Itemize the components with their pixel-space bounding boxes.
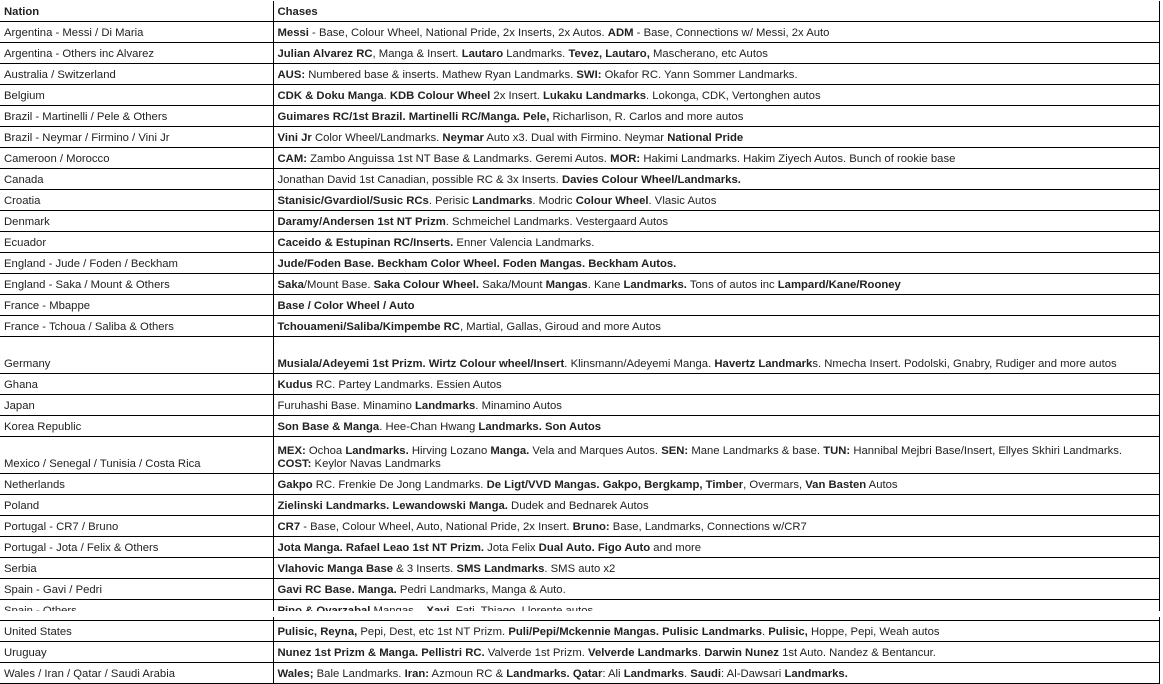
- nation-cell[interactable]: [0, 600, 273, 621]
- bold-text-segment: Havertz Landmark: [714, 358, 813, 370]
- table-row: [0, 579, 1159, 600]
- chases-cell[interactable]: [273, 374, 1159, 395]
- table-row: [0, 474, 1159, 495]
- text-segment: , Overmars,: [743, 479, 806, 491]
- bold-text-segment: COST:: [277, 458, 312, 470]
- bold-text-segment: Julian Alvarez RC: [277, 48, 373, 60]
- bold-text-segment: Saudi: [690, 668, 722, 680]
- bold-text-segment: CDK & Doku Manga: [277, 90, 384, 102]
- text-segment: Base, Landmarks, Connections w/CR7: [609, 521, 807, 533]
- text-segment: , Manga & Insert.: [372, 48, 462, 60]
- table-row: [0, 211, 1159, 232]
- chases-cell[interactable]: [273, 253, 1159, 274]
- bold-text-segment: Darwin Nunez: [704, 647, 779, 659]
- chases-cell[interactable]: [273, 495, 1159, 516]
- table-row: [0, 437, 1159, 474]
- table-row: [0, 316, 1159, 337]
- text-segment: & 3 Inserts.: [393, 563, 457, 575]
- bold-text-segment: Guimares RC/1st Brazil. Martinelli RC/Manga. Pele,: [277, 111, 550, 123]
- chases-cell[interactable]: [273, 295, 1159, 316]
- bold-text-segment: Pulisic,: [768, 626, 808, 638]
- bold-text-segment: Neymar: [442, 132, 484, 144]
- chases-cell[interactable]: [273, 43, 1159, 64]
- table-row: [0, 43, 1159, 64]
- chases-cell[interactable]: [273, 558, 1159, 579]
- table-row: [0, 148, 1159, 169]
- bold-text-segment: CAM:: [277, 153, 307, 165]
- bold-text-segment: Dual Auto. Figo Auto: [538, 542, 651, 554]
- bold-text-segment: Gavi RC Base. Manga.: [277, 584, 397, 596]
- nation-cell[interactable]: Ghana: [0, 374, 273, 395]
- text-segment: Enner Valencia Landmarks.: [453, 237, 595, 249]
- table-row: [0, 295, 1159, 316]
- text-segment: RC.: [312, 379, 339, 391]
- bold-text-segment: Musiala/Adeyemi 1st Prizm. Wirtz Colour wheel/Insert: [277, 358, 565, 370]
- bold-text-segment: Pulisic, Reyna,: [277, 626, 358, 638]
- nation-cell[interactable]: Japan: [0, 395, 273, 416]
- chases-cell[interactable]: [273, 169, 1159, 190]
- chases-cell[interactable]: [273, 127, 1159, 148]
- nation-cell[interactable]: Australia / Switzerland: [0, 64, 273, 85]
- table-row: [0, 621, 1159, 642]
- bold-text-segment: Son Base & Manga: [277, 421, 380, 433]
- table-row: [0, 64, 1159, 85]
- text-segment: Partey Landmarks. Essien Autos: [338, 379, 502, 391]
- empty-sheet-area: [0, 611, 1163, 617]
- table-row: [0, 337, 1159, 374]
- text-segment: .: [683, 668, 691, 680]
- text-segment: , Martial, Gallas, Giroud and more Autos: [459, 321, 661, 333]
- nation-cell[interactable]: Argentina - Others inc Alvarez: [0, 43, 273, 64]
- bold-text-segment: Nunez 1st Prizm & Manga. Pellistri RC.: [277, 647, 485, 659]
- bold-text-segment: Colour Wheel: [575, 195, 649, 207]
- text-segment: Bale Landmarks.: [313, 668, 405, 680]
- nation-cell[interactable]: Croatia: [0, 190, 273, 211]
- text-segment: Keylor Navas Landmarks: [311, 458, 441, 470]
- text-segment: Mane Landmarks & base.: [688, 445, 824, 457]
- nation-cell[interactable]: Canada: [0, 169, 273, 190]
- text-segment: 2x Insert.: [490, 90, 544, 102]
- text-segment: Mascherano, etc Autos: [649, 48, 768, 60]
- text-segment: Pepi, Dest, etc 1st NT Prizm.: [357, 626, 509, 638]
- table-row: [0, 106, 1159, 127]
- chases-cell[interactable]: [273, 474, 1159, 495]
- bold-text-segment: Velverde Landmarks: [588, 647, 698, 659]
- chases-cell[interactable]: [273, 600, 1159, 621]
- table-row: [0, 22, 1159, 43]
- bold-text-segment: Landmarks: [472, 195, 533, 207]
- bold-text-segment: Landmarks: [415, 400, 476, 412]
- table-row: [0, 395, 1159, 416]
- bold-text-segment: Wales;: [277, 668, 314, 680]
- text-segment: - Base, Connections w/ Messi, 2x Auto: [633, 27, 830, 39]
- bold-text-segment: Zielinski Landmarks. Lewandowski Manga.: [277, 500, 508, 512]
- nation-cell[interactable]: Brazil - Neymar / Firmino / Vini Jr: [0, 127, 273, 148]
- text-segment: . Minamino Autos: [475, 400, 562, 412]
- bold-text-segment: Mangas: [545, 279, 588, 291]
- chases-cell[interactable]: [273, 579, 1159, 600]
- bold-text-segment: Base / Color Wheel / Auto: [277, 300, 415, 312]
- table-row: [0, 416, 1159, 437]
- chases-cell[interactable]: [273, 190, 1159, 211]
- text-segment: Ochoa: [305, 445, 346, 457]
- table-row: [0, 127, 1159, 148]
- nation-cell[interactable]: Portugal - Jota / Felix & Others: [0, 537, 273, 558]
- bold-text-segment: ADM: [607, 27, 634, 39]
- bold-text-segment: Lampard/Kane/Rooney: [777, 279, 901, 291]
- chases-cell[interactable]: [273, 437, 1159, 474]
- chases-cell[interactable]: [273, 663, 1159, 684]
- bold-text-segment: Landmarks.: [345, 445, 409, 457]
- bold-text-segment: Saka: [277, 279, 304, 291]
- chases-cell[interactable]: [273, 148, 1159, 169]
- nation-cell[interactable]: Serbia: [0, 558, 273, 579]
- chases-cell[interactable]: [273, 106, 1159, 127]
- header-nation[interactable]: Nation: [0, 1, 273, 22]
- text-segment: Richarlison, R. Carlos and more autos: [549, 111, 744, 123]
- nation-cell[interactable]: Uruguay: [0, 642, 273, 663]
- bold-text-segment: CR7: [277, 521, 301, 533]
- nation-cell[interactable]: Poland: [0, 495, 273, 516]
- bold-text-segment: Vlahovic Manga Base: [277, 563, 394, 575]
- bold-text-segment: Stanisic/Gvardiol/Susic RCs: [277, 195, 429, 207]
- text-segment: Vela and Marques Autos.: [529, 445, 662, 457]
- header-chases[interactable]: Chases: [273, 1, 1159, 22]
- bold-text-segment: SEN:: [661, 445, 689, 457]
- text-segment: Autos: [866, 479, 898, 491]
- bold-text-segment: Iran:: [404, 668, 430, 680]
- bold-text-segment: TUN:: [823, 445, 851, 457]
- chases-table: [0, 1, 1160, 684]
- text-segment: s. Nmecha Insert. Podolski, Gnabry, Rudiger and more autos: [812, 358, 1117, 370]
- bold-text-segment: Landmarks.: [623, 279, 687, 291]
- bold-text-segment: Manga.: [490, 445, 530, 457]
- nation-cell[interactable]: Germany: [0, 337, 273, 374]
- bold-text-segment: Daramy/Andersen 1st NT Prizm: [277, 216, 446, 228]
- bold-text-segment: MEX:: [277, 445, 306, 457]
- chases-cell[interactable]: [273, 64, 1159, 85]
- text-segment: Dudek and Bednarek Autos: [507, 500, 649, 512]
- text-segment: Zambo Anguissa 1st NT Base & Landmarks. Geremi Autos.: [307, 153, 611, 165]
- text-segment: . Schmeichel Landmarks. Vestergaard Autos: [445, 216, 669, 228]
- bold-text-segment: Caceido & Estupinan RC/Inserts.: [277, 237, 454, 249]
- text-segment: Valverde 1st Prizm.: [484, 647, 589, 659]
- bold-text-segment: KDB Colour Wheel: [389, 90, 491, 102]
- text-segment: Numbered base & inserts. Mathew Ryan Landmarks.: [305, 69, 577, 81]
- table-row: [0, 190, 1159, 211]
- bold-text-segment: Lukaku Landmarks: [543, 90, 646, 102]
- text-segment: . Kane: [587, 279, 624, 291]
- text-segment: . Lokonga, CDK, Vertonghen autos: [646, 90, 821, 102]
- nation-cell[interactable]: Ecuador: [0, 232, 273, 253]
- table-row: [0, 537, 1159, 558]
- chases-cell[interactable]: [273, 22, 1159, 43]
- bold-text-segment: Davies Colour Wheel/Landmarks.: [561, 174, 741, 186]
- nation-cell[interactable]: Argentina - Messi / Di Maria: [0, 22, 273, 43]
- text-segment: .: [697, 647, 705, 659]
- bold-text-segment: Tevez, Lautaro,: [568, 48, 650, 60]
- text-segment: : Al-Dawsari: [721, 668, 785, 680]
- bold-text-segment: Landmarks. Son Autos: [478, 421, 602, 433]
- text-segment: Hakimi Landmarks. Hakim Ziyech Autos. Bunch of rookie base: [640, 153, 956, 165]
- chases-cell[interactable]: [273, 274, 1159, 295]
- text-segment: Pedri Landmarks, Manga & Auto.: [396, 584, 566, 596]
- text-segment: /Mount Base.: [303, 279, 374, 291]
- text-segment: Jonathan David 1st Canadian, possible RC & 3x Inserts.: [277, 174, 562, 186]
- text-segment: Hirving Lozano: [408, 445, 491, 457]
- text-segment: - Base, Colour Wheel, National Pride, 2x Inserts, 2x Autos.: [308, 27, 608, 39]
- bold-text-segment: Van Basten: [805, 479, 867, 491]
- nation-cell[interactable]: Denmark: [0, 211, 273, 232]
- nation-cell[interactable]: Wales / Iran / Qatar / Saudi Arabia: [0, 663, 273, 684]
- nation-cell[interactable]: Mexico / Senegal / Tunisia / Costa Rica: [0, 437, 273, 474]
- bold-text-segment: Gakpo: [277, 479, 313, 491]
- bold-text-segment: Landmarks.: [784, 668, 848, 680]
- table-row: [0, 663, 1159, 684]
- text-segment: . Modric: [532, 195, 576, 207]
- text-segment: Azmoun RC &: [429, 668, 507, 680]
- bold-text-segment: National Pride: [667, 132, 744, 144]
- nation-cell[interactable]: France - Mbappe: [0, 295, 273, 316]
- bold-text-segment: AUS:: [277, 69, 306, 81]
- bold-text-segment: Messi: [277, 27, 309, 39]
- chases-cell[interactable]: [273, 642, 1159, 663]
- table-row: [0, 232, 1159, 253]
- nation-cell[interactable]: France - Tchoua / Saliba & Others: [0, 316, 273, 337]
- chases-cell[interactable]: [273, 621, 1159, 642]
- chases-cell[interactable]: [273, 395, 1159, 416]
- nation-cell[interactable]: Spain - Gavi / Pedri: [0, 579, 273, 600]
- text-segment: and more: [650, 542, 702, 554]
- bold-text-segment: Puli/Pepi/Mckennie Mangas. Pulisic Landmarks: [508, 626, 762, 638]
- text-segment: . Hee-Chan Hwang: [379, 421, 479, 433]
- nation-cell[interactable]: Brazil - Martinelli / Pele & Others: [0, 106, 273, 127]
- text-segment: Hoppe, Pepi, Weah autos: [807, 626, 940, 638]
- text-segment: Jota Felix: [484, 542, 539, 554]
- table-row: [0, 374, 1159, 395]
- text-segment: Color Wheel/Landmarks.: [311, 132, 443, 144]
- table-row: [0, 253, 1159, 274]
- nation-cell[interactable]: Cameroon / Morocco: [0, 148, 273, 169]
- nation-cell[interactable]: England - Jude / Foden / Beckham: [0, 253, 273, 274]
- text-segment: Furuhashi Base. Minamino: [277, 400, 416, 412]
- text-segment: Hannibal Mejbri Base/Insert, Ellyes Skhiri Landmarks.: [850, 445, 1123, 457]
- bold-text-segment: SWI:: [576, 69, 602, 81]
- bold-text-segment: Jude/Foden Base. Beckham Color Wheel. Foden Mangas. Beckham Autos.: [277, 258, 677, 270]
- chases-cell[interactable]: [273, 85, 1159, 106]
- table-row: [0, 600, 1159, 621]
- text-segment: . SMS auto x2: [544, 563, 616, 575]
- bold-text-segment: Lautaro: [461, 48, 504, 60]
- nation-cell[interactable]: England - Saka / Mount & Others: [0, 274, 273, 295]
- header-row: [0, 1, 1159, 22]
- text-segment: - Base, Colour Wheel, Auto, National Pride, 2x Insert.: [300, 521, 573, 533]
- nation-cell[interactable]: Portugal - CR7 / Bruno: [0, 516, 273, 537]
- table-row: [0, 516, 1159, 537]
- chases-cell[interactable]: [273, 416, 1159, 437]
- nation-cell[interactable]: Korea Republic: [0, 416, 273, 437]
- chases-cell[interactable]: [273, 516, 1159, 537]
- nation-cell[interactable]: Belgium: [0, 85, 273, 106]
- text-segment: Auto x3. Dual with Firmino. Neymar: [483, 132, 668, 144]
- bold-text-segment: Vini Jr: [277, 132, 312, 144]
- text-segment: Tons of autos inc: [686, 279, 778, 291]
- chases-cell[interactable]: [273, 537, 1159, 558]
- table-body: [0, 22, 1159, 684]
- bold-text-segment: Kudus: [277, 379, 313, 391]
- bold-text-segment: Tchouameni/Saliba/Kimpembe RC: [277, 321, 460, 333]
- text-segment: Saka/Mount: [479, 279, 546, 291]
- bold-text-segment: MOR:: [610, 153, 641, 165]
- text-segment: Okafor RC. Yann Sommer Landmarks.: [601, 69, 798, 81]
- text-segment: . Vlasic Autos: [648, 195, 717, 207]
- text-segment: Landmarks.: [503, 48, 569, 60]
- bold-text-segment: Landmarks: [623, 668, 684, 680]
- table-row: [0, 169, 1159, 190]
- text-segment: .: [761, 626, 769, 638]
- chases-cell[interactable]: [273, 337, 1159, 374]
- table-row: [0, 558, 1159, 579]
- bold-text-segment: Jota Manga. Rafael Leao 1st NT Prizm.: [277, 542, 485, 554]
- table-row: [0, 642, 1159, 663]
- bold-text-segment: Saka Colour Wheel.: [373, 279, 480, 291]
- text-segment: . Perisic: [428, 195, 473, 207]
- text-segment: RC. Frenkie De Jong Landmarks.: [312, 479, 487, 491]
- chases-cell[interactable]: [273, 316, 1159, 337]
- table-row: [0, 85, 1159, 106]
- nation-cell[interactable]: United States: [0, 621, 273, 642]
- bold-text-segment: Landmarks. Qatar: [506, 668, 603, 680]
- chases-cell[interactable]: [273, 211, 1159, 232]
- bold-text-segment: SMS Landmarks: [456, 563, 545, 575]
- bold-text-segment: Bruno:: [572, 521, 610, 533]
- text-segment: : Ali: [602, 668, 624, 680]
- text-segment: . Klinsmann/Adeyemi Manga.: [564, 358, 715, 370]
- chases-cell[interactable]: [273, 232, 1159, 253]
- text-segment: 1st Auto. Nandez & Bentancur.: [778, 647, 936, 659]
- bold-text-segment: De Ligt/VVD Mangas. Gakpo, Bergkamp, Timber: [486, 479, 744, 491]
- table-row: [0, 495, 1159, 516]
- text-segment: .: [383, 90, 390, 102]
- table-row: [0, 274, 1159, 295]
- nation-cell[interactable]: Netherlands: [0, 474, 273, 495]
